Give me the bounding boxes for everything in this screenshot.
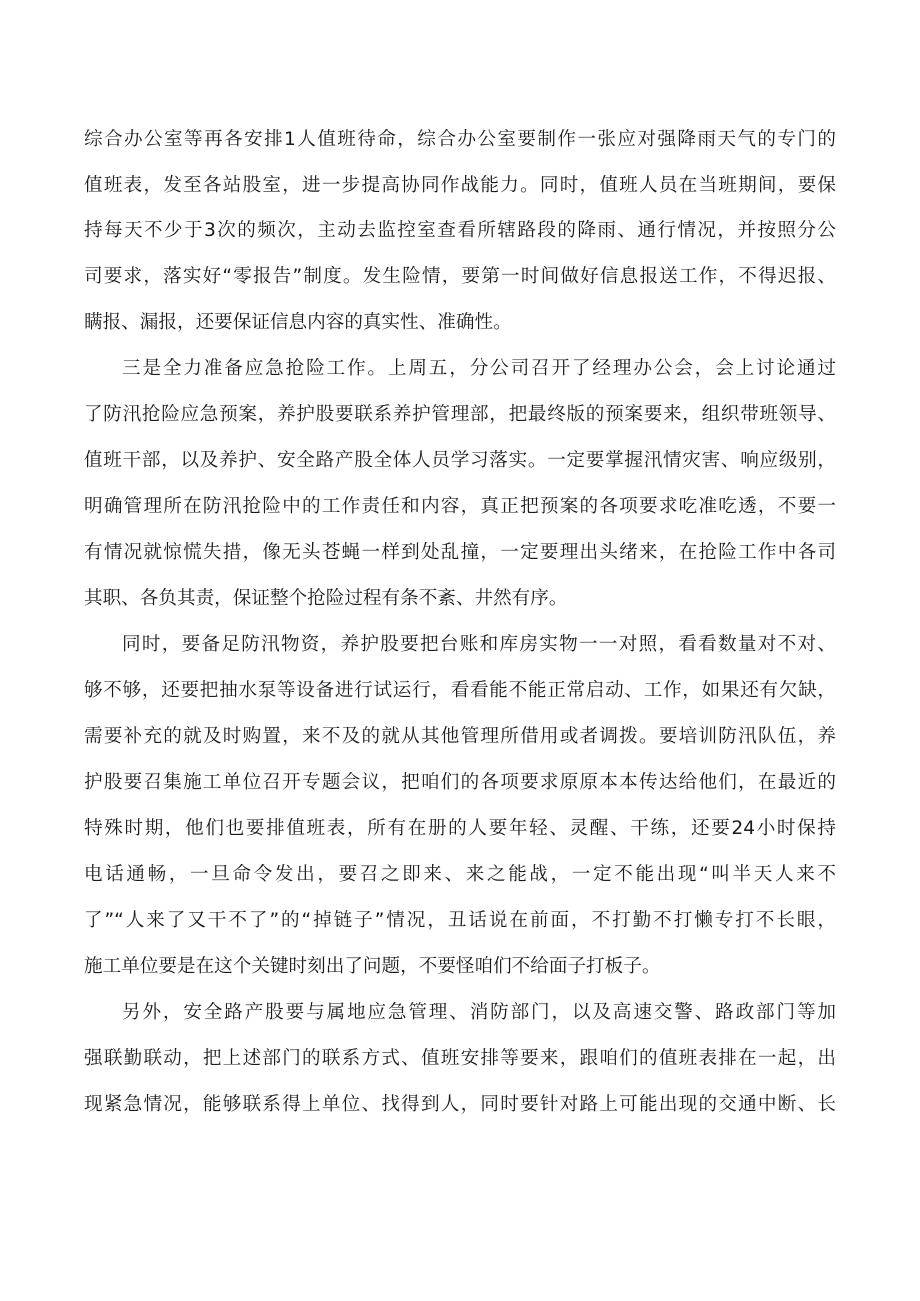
text-line: 特殊时期，他们也要排值班表，所有在册的人要年轻、灵醒、干练，还要24小时保持 <box>84 818 836 839</box>
text-line: 护股要召集施工单位召开专题会议，把咱们的各项要求原原本本传达给他们，在最近的 <box>84 772 836 793</box>
text-line: 施工单位要是在这个关键时刻出了问题，不要怪咱们不给面子打板子。 <box>84 956 661 977</box>
text-line: 三是全力准备应急抢险工作。上周五，分公司召开了经理办公会，会上讨论通过 <box>122 358 836 379</box>
text-line: 同时，要备足防汛物资，养护股要把台账和库房实物一一对照，看看数量对不对、 <box>122 634 836 655</box>
text-line: 综合办公室等再各安排1人值班待命，综合办公室要制作一张应对强降雨天气的专门的 <box>84 129 836 150</box>
text-line: 现紧急情况，能够联系得上单位、找得到人，同时要针对路上可能出现的交通中断、长 <box>84 1094 836 1115</box>
text-line: 强联勤联动，把上述部门的联系方式、值班安排等要来，跟咱们的值班表排在一起，出 <box>84 1048 836 1069</box>
text-line: 值班表，发至各站股室，进一步提高协同作战能力。同时，值班人员在当班期间，要保 <box>84 175 836 196</box>
text-line: 了”“人来了又干不了”的“掉链子”情况，丑话说在前面，不打勤不打懒专打不长眼， <box>84 910 836 931</box>
text-line: 电话通畅，一旦命令发出，要召之即来、来之能战，一定不能出现“叫半天人来不 <box>84 864 836 885</box>
text-line: 另外，安全路产股要与属地应急管理、消防部门，以及高速交警、路政部门等加 <box>122 1002 836 1023</box>
text-line: 明确管理所在防汛抢险中的工作责任和内容，真正把预案的各项要求吃准吃透，不要一 <box>84 496 836 517</box>
text-line: 够不够，还要把抽水泵等设备进行试运行，看看能不能正常启动、工作，如果还有欠缺， <box>84 680 836 701</box>
text-line: 持每天不少于3次的频次，主动去监控室查看所辖路段的降雨、通行情况，并按照分公 <box>84 220 836 241</box>
text-line: 瞒报、漏报，还要保证信息内容的真实性、准确性。 <box>84 312 512 333</box>
text-line: 其职、各负其责，保证整个抢险过程有条不紊、井然有序。 <box>84 588 568 609</box>
text-line: 需要补充的就及时购置，来不及的就从其他管理所借用或者调拨。要培训防汛队伍，养 <box>84 726 836 747</box>
text-line: 司要求，落实好“零报告”制度。发生险情，要第一时间做好信息报送工作，不得迟报、 <box>84 266 836 287</box>
text-line: 有情况就惊慌失措，像无头苍蝇一样到处乱撞，一定要理出头绪来，在抢险工作中各司 <box>84 542 836 563</box>
text-line: 了防汛抢险应急预案，养护股要联系养护管理部，把最终版的预案要来，组织带班领导、 <box>84 404 836 425</box>
text-line: 值班干部，以及养护、安全路产股全体人员学习落实。一定要掌握汛情灾害、响应级别， <box>84 450 836 471</box>
